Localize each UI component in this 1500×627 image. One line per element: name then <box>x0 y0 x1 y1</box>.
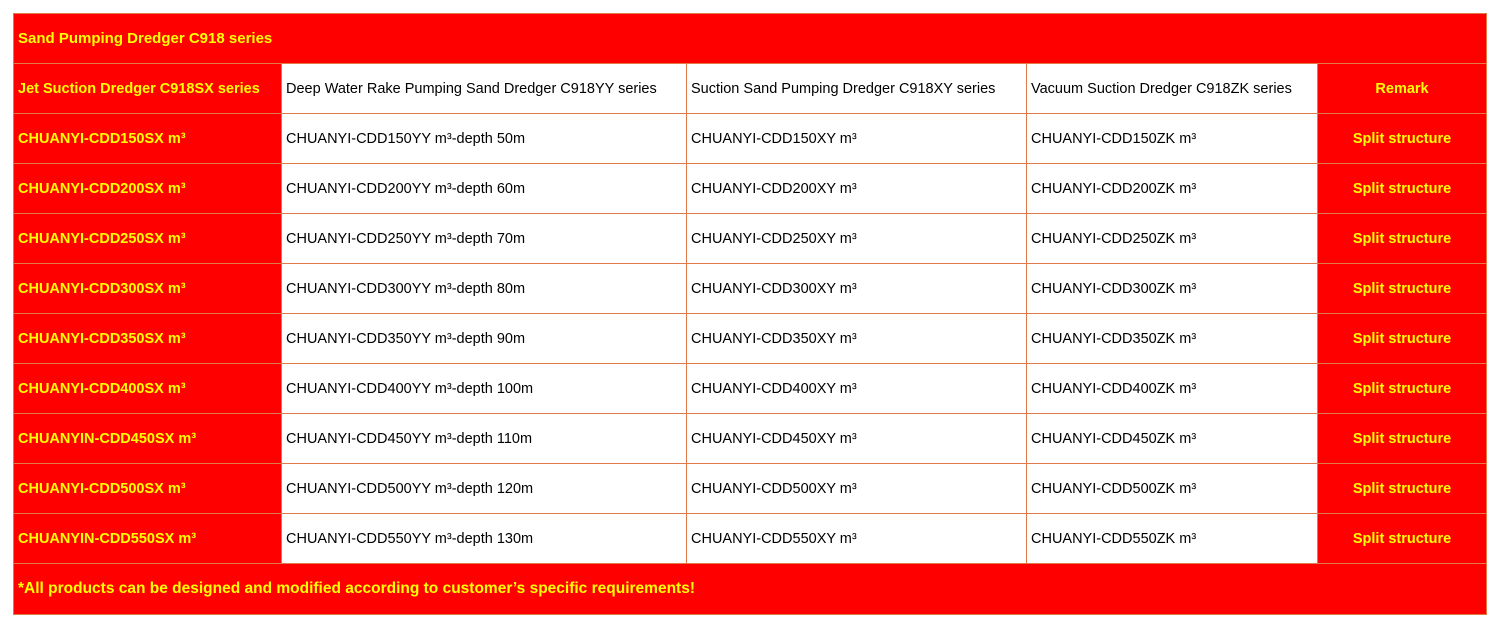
cell-xy-model: CHUANYI-CDD200XY m³ <box>687 164 1027 214</box>
cell-zk-model: CHUANYI-CDD500ZK m³ <box>1027 464 1318 514</box>
table-row <box>14 514 1487 564</box>
cell-remark: Split structure <box>1318 164 1487 214</box>
cell-yy-model: CHUANYI-CDD200YY m³-depth 60m <box>282 164 687 214</box>
cell-xy-model: CHUANYI-CDD500XY m³ <box>687 464 1027 514</box>
cell-yy-model: CHUANYI-CDD300YY m³-depth 80m <box>282 264 687 314</box>
cell-sx-model: CHUANYI-CDD150SX m³ <box>14 114 282 164</box>
cell-sx-model: CHUANYI-CDD350SX m³ <box>14 314 282 364</box>
cell-zk-model: CHUANYI-CDD550ZK m³ <box>1027 514 1318 564</box>
cell-sx-model: CHUANYI-CDD200SX m³ <box>14 164 282 214</box>
table-row <box>14 164 1487 214</box>
product-table-container <box>13 13 1486 615</box>
header-remark: Remark <box>1318 64 1487 114</box>
cell-yy-model: CHUANYI-CDD450YY m³-depth 110m <box>282 414 687 464</box>
cell-remark: Split structure <box>1318 414 1487 464</box>
table-row <box>14 414 1487 464</box>
cell-yy-model: CHUANYI-CDD550YY m³-depth 130m <box>282 514 687 564</box>
cell-remark: Split structure <box>1318 464 1487 514</box>
cell-remark: Split structure <box>1318 114 1487 164</box>
cell-sx-model: CHUANYI-CDD250SX m³ <box>14 214 282 264</box>
cell-zk-model: CHUANYI-CDD350ZK m³ <box>1027 314 1318 364</box>
table-title: Sand Pumping Dredger C918 series <box>14 14 1487 64</box>
cell-xy-model: CHUANYI-CDD550XY m³ <box>687 514 1027 564</box>
cell-zk-model: CHUANYI-CDD450ZK m³ <box>1027 414 1318 464</box>
cell-yy-model: CHUANYI-CDD350YY m³-depth 90m <box>282 314 687 364</box>
product-table <box>13 13 1487 615</box>
cell-yy-model: CHUANYI-CDD150YY m³-depth 50m <box>282 114 687 164</box>
cell-sx-model: CHUANYI-CDD300SX m³ <box>14 264 282 314</box>
table-row <box>14 214 1487 264</box>
cell-zk-model: CHUANYI-CDD250ZK m³ <box>1027 214 1318 264</box>
cell-sx-model: CHUANYI-CDD400SX m³ <box>14 364 282 414</box>
cell-xy-model: CHUANYI-CDD300XY m³ <box>687 264 1027 314</box>
table-row <box>14 364 1487 414</box>
cell-yy-model: CHUANYI-CDD400YY m³-depth 100m <box>282 364 687 414</box>
cell-xy-model: CHUANYI-CDD350XY m³ <box>687 314 1027 364</box>
cell-remark: Split structure <box>1318 264 1487 314</box>
table-row <box>14 114 1487 164</box>
cell-zk-model: CHUANYI-CDD150ZK m³ <box>1027 114 1318 164</box>
cell-xy-model: CHUANYI-CDD450XY m³ <box>687 414 1027 464</box>
header-suction-sand-pumping: Suction Sand Pumping Dredger C918XY series <box>687 64 1027 114</box>
header-jet-suction: Jet Suction Dredger C918SX series <box>14 64 282 114</box>
cell-remark: Split structure <box>1318 314 1487 364</box>
cell-sx-model: CHUANYIN-CDD450SX m³ <box>14 414 282 464</box>
cell-xy-model: CHUANYI-CDD400XY m³ <box>687 364 1027 414</box>
cell-yy-model: CHUANYI-CDD500YY m³-depth 120m <box>282 464 687 514</box>
cell-zk-model: CHUANYI-CDD400ZK m³ <box>1027 364 1318 414</box>
table-row <box>14 314 1487 364</box>
cell-remark: Split structure <box>1318 514 1487 564</box>
cell-yy-model: CHUANYI-CDD250YY m³-depth 70m <box>282 214 687 264</box>
cell-zk-model: CHUANYI-CDD300ZK m³ <box>1027 264 1318 314</box>
cell-remark: Split structure <box>1318 364 1487 414</box>
cell-xy-model: CHUANYI-CDD150XY m³ <box>687 114 1027 164</box>
header-vacuum-suction: Vacuum Suction Dredger C918ZK series <box>1027 64 1318 114</box>
cell-sx-model: CHUANYI-CDD500SX m³ <box>14 464 282 514</box>
cell-remark: Split structure <box>1318 214 1487 264</box>
header-deep-water-rake: Deep Water Rake Pumping Sand Dredger C918YY series <box>282 64 687 114</box>
cell-xy-model: CHUANYI-CDD250XY m³ <box>687 214 1027 264</box>
table-row <box>14 264 1487 314</box>
table-row <box>14 464 1487 514</box>
footer-note: *All products can be designed and modified according to customer’s specific requirements! <box>14 564 1487 615</box>
cell-sx-model: CHUANYIN-CDD550SX m³ <box>14 514 282 564</box>
cell-zk-model: CHUANYI-CDD200ZK m³ <box>1027 164 1318 214</box>
